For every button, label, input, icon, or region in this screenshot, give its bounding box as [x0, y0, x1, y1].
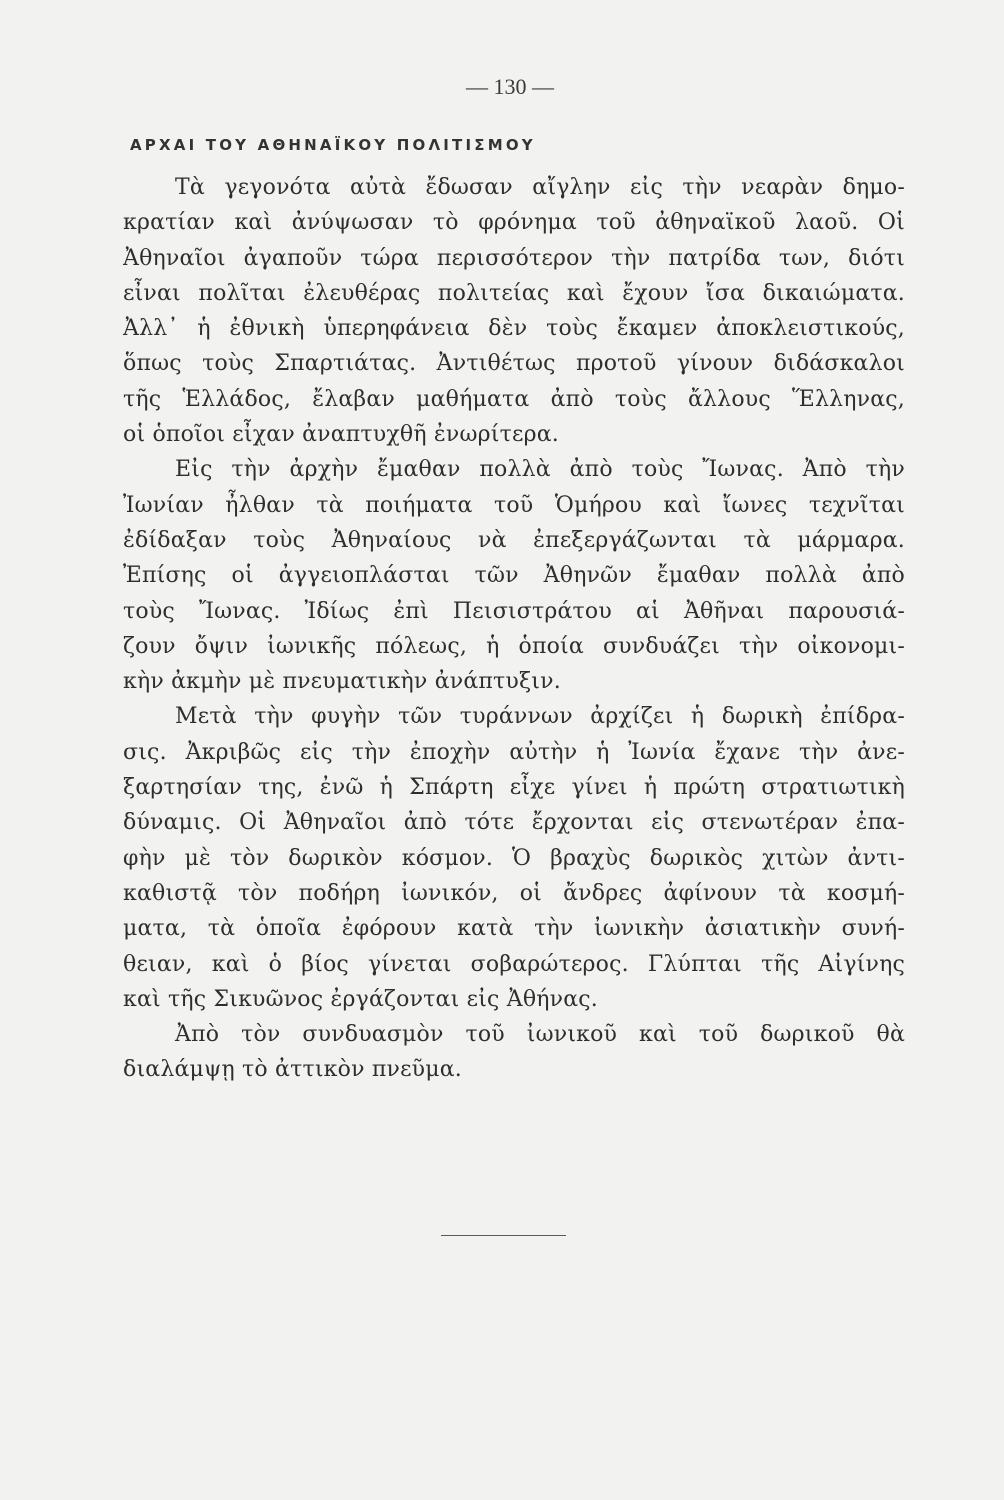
running-head: ΑΡΧΑΙ ΤΟΥ ΑΘΗΝΑΪΚΟΥ ΠΟΛΙΤΙΣΜΟΥ [130, 136, 536, 154]
text-line: καὶ τῆς Σικυῶνος ἐργάζονται εἰς Ἀθήνας. [123, 986, 598, 1012]
paragraph [123, 452, 905, 699]
page-number: — 130 — [466, 74, 554, 99]
text-line: Ἀλλ᾿ ἡ ἐθνικὴ ὑπερηφάνεια δὲν τοὺς ἔκαμεν ἀποκλειστικούς, [123, 316, 905, 342]
text-line: κὴν ἀκμὴν μὲ πνευματικὴν ἀνάπτυξιν. [123, 669, 561, 695]
paragraph [123, 170, 905, 452]
text-line: τῆς Ἑλλάδος, ἔλαβαν μαθήματα ἀπὸ τοὺς ἄλλους Ἕλληνας, [123, 386, 905, 412]
text-line: θειαν, καὶ ὁ βίος γίνεται σοβαρώτερος. Γλύπται τῆς Αἰγίνης [123, 951, 905, 977]
page-body [123, 170, 905, 1088]
text-line: διαλάμψῃ τὸ ἀττικὸν πνεῦμα. [123, 1057, 462, 1083]
text-line: Ἀθηναῖοι ἀγαποῦν τώρα περισσότερον τὴν πατρίδα των, διότι [123, 245, 905, 271]
text-line: Μετὰ τὴν φυγὴν τῶν τυράννων ἀρχίζει ἡ δωρικὴ ἐπίδρα- [175, 704, 905, 730]
text-line: Ἐπίσης οἱ ἀγγειοπλάσται τῶν Ἀθηνῶν ἔμαθαν πολλὰ ἀπὸ [123, 563, 905, 589]
paragraph [123, 1017, 905, 1088]
text-line: οἱ ὁποῖοι εἶχαν ἀναπτυχθῆ ἐνωρίτερα. [123, 422, 559, 448]
text-line: ζουν ὄψιν ἰωνικῆς πόλεως, ἡ ὁποία συνδυάζει τὴν οἰκονομι- [123, 633, 905, 659]
text-line: ξαρτησίαν της, ἐνῶ ἡ Σπάρτη εἶχε γίνει ἡ πρώτη στρατιωτικὴ [123, 775, 905, 801]
text-line: ὅπως τοὺς Σπαρτιάτας. Ἀντιθέτως προτοῦ γίνουν διδάσκαλοι [123, 351, 905, 377]
text-line: Ἰωνίαν ἦλθαν τὰ ποιήματα τοῦ Ὁμήρου καὶ ἴωνες τεχνῖται [123, 492, 905, 518]
text-line: σις. Ἀκριβῶς εἰς τὴν ἐποχὴν αὐτὴν ἡ Ἰωνία ἔχανε τὴν ἀνε- [123, 739, 905, 765]
text-line: Ἀπὸ τὸν συνδυασμὸν τοῦ ἰωνικοῦ καὶ τοῦ δωρικοῦ θὰ [175, 1022, 905, 1048]
text-line: καθιστᾷ τὸν ποδήρη ἰωνικόν, οἱ ἄνδρες ἀφίνουν τὰ κοσμή- [123, 880, 905, 906]
text-line: Εἰς τὴν ἀρχὴν ἔμαθαν πολλὰ ἀπὸ τοὺς Ἴωνας. Ἀπὸ τὴν [175, 457, 905, 483]
text-line: δύναμις. Οἱ Ἀθηναῖοι ἀπὸ τότε ἔρχονται εἰς στενωτέραν ἐπα- [123, 810, 905, 836]
text-line: φὴν μὲ τὸν δωρικὸν κόσμον. Ὁ βραχὺς δωρικὸς χιτὼν ἀντι- [123, 845, 905, 871]
text-line: ματα, τὰ ὁποῖα ἐφόρουν κατὰ τὴν ἰωνικὴν ἀσιατικὴν συνή- [123, 916, 905, 942]
paragraph [123, 699, 905, 1017]
text-line: εἶναι πολῖται ἐλευθέρας πολιτείας καὶ ἔχουν ἴσα δικαιώματα. [123, 280, 905, 306]
text-line: ἐδίδαξαν τοὺς Ἀθηναίους νὰ ἐπεξεργάζωνται τὰ μάρμαρα. [123, 527, 905, 553]
footnote-rule [441, 1235, 566, 1236]
text-line: Τὰ γεγονότα αὐτὰ ἔδωσαν αἴγλην εἰς τὴν νεαρὰν δημο- [175, 175, 905, 200]
text-line: τοὺς Ἴωνας. Ἰδίως ἐπὶ Πεισιστράτου αἱ Ἀθῆναι παρουσιά- [123, 598, 905, 624]
text-line: κρατίαν καὶ ἀνύψωσαν τὸ φρόνημα τοῦ ἀθηναϊκοῦ λαοῦ. Οἱ [123, 210, 905, 236]
